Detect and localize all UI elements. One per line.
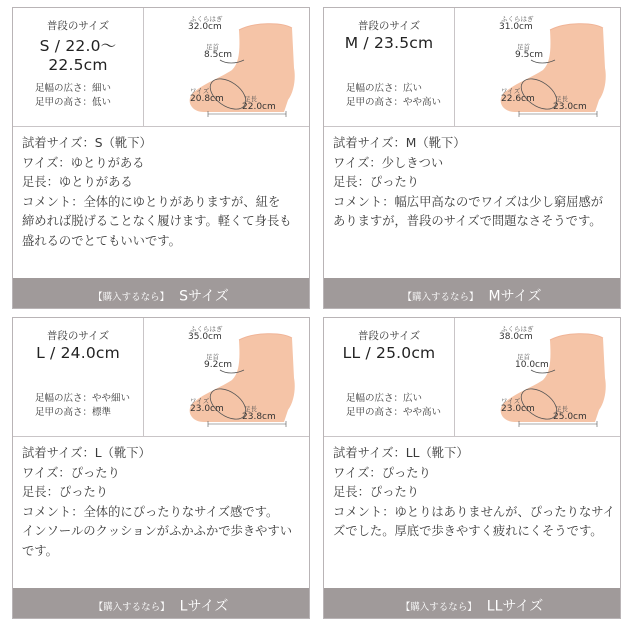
calf-label: ふくらはぎ bbox=[501, 325, 534, 333]
review-line: ワイズ：ゆとりがある bbox=[22, 155, 145, 170]
recommended-size: Lサイズ bbox=[179, 598, 229, 615]
calf-value: 35.0cm bbox=[188, 332, 222, 342]
instep-height-attr: 足甲の高さ：低い bbox=[35, 97, 112, 108]
length-value: 22.0cm bbox=[242, 102, 276, 112]
review-line: 試着サイズ：LL（靴下） bbox=[333, 446, 469, 460]
review-line: 盛れるのでとてもいいです。 bbox=[22, 233, 181, 248]
review-line: 試着サイズ：M（靴下） bbox=[333, 136, 466, 150]
recommend-prefix: 【購入するなら】 bbox=[93, 601, 170, 613]
recommend-prefix: 【購入するなら】 bbox=[400, 601, 477, 613]
wise-label: ワイズ bbox=[190, 87, 210, 95]
recommended-size-content bbox=[324, 595, 620, 616]
length-value: 25.0cm bbox=[553, 412, 587, 422]
ankle-value: 8.5cm bbox=[204, 50, 233, 60]
review-line: コメント：幅広甲高なのでワイズは少し窮屈感が bbox=[333, 194, 604, 209]
wise-value: 23.0cm bbox=[190, 404, 224, 414]
usual-size-panel bbox=[324, 318, 455, 436]
review-line: 締めれば脱げることなく履けます。軽くて身長も bbox=[22, 214, 292, 228]
review-line: 足長：ぴったり bbox=[333, 175, 420, 189]
ankle-label: 足首 bbox=[517, 43, 530, 51]
recommended-size-content bbox=[324, 285, 620, 306]
review-line: コメント：全体的にゆとりがありますが、紐を bbox=[22, 194, 281, 209]
wise-value: 20.8cm bbox=[190, 94, 224, 104]
foot-illustration bbox=[144, 318, 309, 436]
length-value: 23.0cm bbox=[553, 102, 587, 112]
review-line: です。 bbox=[22, 543, 58, 558]
instep-height-attr: 足甲の高さ：やや高い bbox=[346, 407, 442, 418]
instep-height-attr: 足甲の高さ：標準 bbox=[35, 407, 112, 418]
usual-size-panel bbox=[13, 318, 144, 436]
ankle-label: 足首 bbox=[206, 353, 219, 361]
foot-measure-panel bbox=[144, 8, 309, 126]
foot-illustration bbox=[455, 8, 620, 126]
review-line: 足長：ぴったり bbox=[22, 485, 109, 499]
foot-width-attr: 足幅の広さ：広い bbox=[346, 393, 423, 404]
foot-measure-panel bbox=[455, 318, 620, 436]
usual-size-label: 普段のサイズ bbox=[357, 330, 421, 342]
usual-size-value: LL / 25.0cm bbox=[342, 344, 436, 362]
review-line: ズでした。厚底で歩きやすく疲れにくそうです。 bbox=[333, 524, 603, 538]
size-review-card bbox=[323, 7, 621, 309]
usual-size-label: 普段のサイズ bbox=[357, 20, 421, 32]
wise-value: 22.6cm bbox=[501, 94, 535, 104]
calf-label: ふくらはぎ bbox=[190, 15, 223, 23]
recommended-size: Sサイズ bbox=[179, 288, 229, 305]
length-label: 足長 bbox=[244, 405, 257, 413]
card-header bbox=[13, 8, 309, 127]
review-line: コメント：全体的にぴったりなサイズ感です。 bbox=[22, 504, 279, 519]
foot-measure-panel bbox=[144, 318, 309, 436]
review-line: ありますが，普段のサイズで問題なさそうです。 bbox=[333, 214, 602, 228]
foot-width-attr: 足幅の広さ：細い bbox=[35, 83, 112, 94]
usual-size-value: L / 24.0cm bbox=[36, 344, 120, 362]
size-review-card bbox=[12, 7, 310, 309]
usual-size-value: M / 23.5cm bbox=[344, 34, 434, 52]
foot-illustration bbox=[455, 318, 620, 436]
ankle-value: 9.5cm bbox=[515, 50, 544, 60]
recommend-prefix: 【購入するなら】 bbox=[93, 291, 170, 303]
review-line: インソールのクッションがふかふかで歩きやすい bbox=[22, 524, 293, 538]
review-line: コメント：ゆとりはありませんが、ぴったりなサイ bbox=[333, 504, 615, 519]
recommended-size-bar[interactable] bbox=[324, 588, 620, 618]
instep-height-attr: 足甲の高さ：やや高い bbox=[346, 97, 442, 108]
foot-illustration bbox=[144, 8, 309, 126]
review-line: 試着サイズ：S（靴下） bbox=[22, 136, 152, 150]
length-label: 足長 bbox=[555, 95, 568, 103]
ankle-value: 10.0cm bbox=[515, 360, 549, 370]
review-comment bbox=[13, 437, 309, 587]
usual-size-value: S / 22.0〜22.5cm bbox=[39, 37, 117, 74]
recommended-size-bar[interactable] bbox=[13, 588, 309, 618]
review-line: ワイズ：少しきつい bbox=[333, 155, 444, 170]
wise-label: ワイズ bbox=[501, 87, 521, 95]
card-header bbox=[324, 8, 620, 127]
wise-value: 23.0cm bbox=[501, 404, 535, 414]
length-label: 足長 bbox=[555, 405, 568, 413]
foot-measure-panel bbox=[455, 8, 620, 126]
size-review-card bbox=[12, 317, 310, 619]
recommended-size-bar[interactable] bbox=[324, 278, 620, 308]
ankle-value: 9.2cm bbox=[204, 360, 233, 370]
length-value: 23.8cm bbox=[242, 412, 276, 422]
wise-label: ワイズ bbox=[190, 397, 210, 405]
length-label: 足長 bbox=[244, 95, 257, 103]
ankle-label: 足首 bbox=[517, 353, 530, 361]
recommend-prefix: 【購入するなら】 bbox=[402, 291, 479, 303]
usual-size-panel bbox=[324, 8, 455, 126]
recommended-size-bar[interactable] bbox=[13, 278, 309, 308]
usual-size-label: 普段のサイズ bbox=[46, 330, 110, 342]
review-comment bbox=[13, 127, 309, 277]
calf-value: 31.0cm bbox=[499, 22, 533, 32]
foot-width-attr: 足幅の広さ：やや細い bbox=[35, 393, 131, 404]
review-comment bbox=[324, 127, 620, 277]
recommended-size: Mサイズ bbox=[488, 288, 542, 305]
card-header bbox=[13, 318, 309, 437]
review-line: 足長：ぴったり bbox=[333, 485, 420, 499]
usual-size-label: 普段のサイズ bbox=[46, 20, 110, 32]
review-line: 試着サイズ：L（靴下） bbox=[22, 446, 151, 460]
review-line: ワイズ：ぴったり bbox=[333, 465, 431, 480]
ankle-label: 足首 bbox=[206, 43, 219, 51]
recommended-size: LLサイズ bbox=[486, 598, 544, 615]
review-line: 足長：ゆとりがある bbox=[22, 175, 133, 189]
usual-size-panel bbox=[13, 8, 144, 126]
review-comment bbox=[324, 437, 620, 587]
calf-label: ふくらはぎ bbox=[501, 15, 534, 23]
calf-value: 38.0cm bbox=[499, 332, 533, 342]
calf-value: 32.0cm bbox=[188, 22, 222, 32]
foot-width-attr: 足幅の広さ：広い bbox=[346, 83, 423, 94]
recommended-size-content bbox=[13, 595, 309, 616]
calf-label: ふくらはぎ bbox=[190, 325, 223, 333]
review-line: ワイズ：ぴったり bbox=[22, 465, 120, 480]
wise-label: ワイズ bbox=[501, 397, 521, 405]
card-header bbox=[324, 318, 620, 437]
size-review-card bbox=[323, 317, 621, 619]
recommended-size-content bbox=[13, 285, 309, 306]
